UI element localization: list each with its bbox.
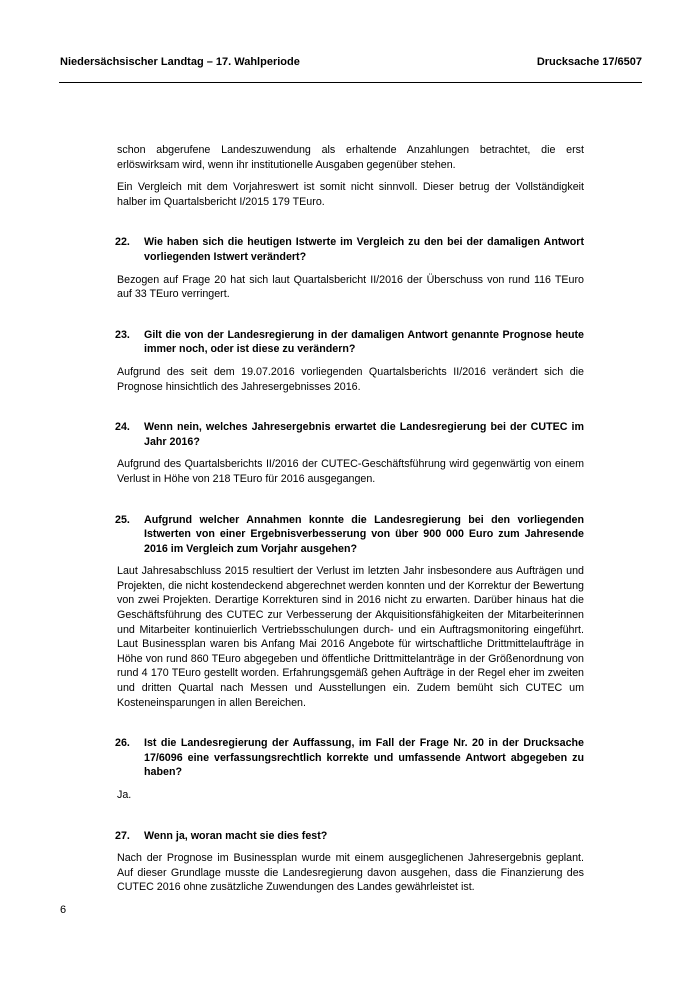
document-body <box>117 143 584 903</box>
answer-25: Laut Jahresabschluss 2015 resultiert der Verlust im letzten Jahr insbesondere aus Aufträgen und Projekten, die nicht kostendeckend abgerechnet werden konnten und der Korrektur der Bewertung von zwei Projekten. Derartige Korrekturen sind in 2016 nicht zu erwarten. Darüber hinaus hat die Geschäftsführung des CUTEC zur Verbesserung der Akquisitionsfähigkeiten der Mitarbeiterinnen und Mitarbeiter kontinuierlich Vertriebsschulungen durch- und ein Auftragsmonitoring eingeführt. Laut Businessplan waren bis Anfang Mai 2016 Angebote für wirtschaftliche Drittmittelaufträge in Höhe von rund 860 TEuro abgegeben und öffentliche Drittmittelanträge in der Größenordnung von rund 4 170 TEuro gestellt worden. Erfahrungsgemäß gehen Aufträge in der Regel eher im zweiten und dritten Quartal nach Messen und Ausstellungen ein. Zudem bemüht sich CUTEC um Kosteneinsparungen in allen Bereichen. <box>117 565 584 709</box>
question-26 <box>115 736 584 780</box>
question-text: Wie haben sich die heutigen Istwerte im Vergleich zu den bei der damaligen Antwort vorliegenden Istwert verändert? <box>144 236 584 263</box>
intro-paragraph: Ein Vergleich mit dem Vorjahreswert ist somit nicht sinnvoll. Dieser betrug der Vollständigkeit halber im Quartalsbericht I/2015 179 TEuro. <box>117 181 584 208</box>
answer-26: Ja. <box>117 789 132 801</box>
question-number: 27. <box>115 829 130 842</box>
question-23 <box>115 328 584 357</box>
answer-23: Aufgrund des seit dem 19.07.2016 vorliegenden Quartalsberichts II/2016 verändert sich die Prognose hinsichtlich des Jahresergebnisses 2016. <box>117 365 584 393</box>
question-number: 23. <box>115 328 130 341</box>
page-header <box>60 56 642 68</box>
page-number: 6 <box>60 904 67 916</box>
question-number: 22. <box>115 236 130 249</box>
answer-24: Aufgrund des Quartalsberichts II/2016 der CUTEC-Geschäftsführung wird gegenwärtig von einem Verlust in Höhe von 218 TEuro für 2016 ausgegangen. <box>117 458 584 485</box>
intro-paragraph: schon abgerufene Landeszuwendung als erhaltende Anzahlungen betrachtet, die erst erlöswirksam wird, wenn ihr institutionelle Ausgaben gegenüber stehen. <box>117 144 584 171</box>
question-25 <box>115 513 584 557</box>
header-document-number: Drucksache 17/6507 <box>536 56 642 68</box>
question-24 <box>115 420 584 449</box>
question-text: Wenn nein, welches Jahresergebnis erwartet die Landesregierung bei der CUTEC im Jahr 2016? <box>144 421 584 448</box>
question-number: 25. <box>115 513 130 526</box>
header-parliament-title: Niedersächsischer Landtag – 17. Wahlperiode <box>60 56 300 68</box>
question-text: Gilt die von der Landesregierung in der damaligen Antwort genannte Prognose heute immer noch, oder ist diese zu verändern? <box>144 328 584 356</box>
question-text: Wenn ja, woran macht sie dies fest? <box>144 829 328 842</box>
answer-22: Bezogen auf Frage 20 hat sich laut Quartalsbericht II/2016 der Überschuss von rund 116 TEuro auf 33 TEuro verringert. <box>117 273 584 301</box>
header-divider <box>59 82 642 83</box>
answer-27: Nach der Prognose im Businessplan wurde mit einem ausgeglichenen Jahresergebnis geplant. Auf dieser Grundlage musste die Landesregierung davon ausgehen, dass die Finanzierung des CUTEC 2016 ohne zusätzliche Zuwendungen des Landes gewährleistet ist. <box>117 852 584 894</box>
question-text: Ist die Landesregierung der Auffassung, im Fall der Frage Nr. 20 in der Drucksache 17/6096 eine verfassungsrechtlich korrekte und umfassende Antwort abgegeben zu haben? <box>144 737 584 779</box>
question-27 <box>115 829 584 844</box>
question-22 <box>115 235 584 264</box>
question-text: Aufgrund welcher Annahmen konnte die Landesregierung bei den vorliegenden Istwerten von einer Ergebnisverbesserung von über 900 000 Euro zum Jahresende 2016 im Vergleich zum Vorjahr ausgehen? <box>144 513 584 555</box>
question-number: 26. <box>115 737 130 750</box>
question-number: 24. <box>115 421 130 434</box>
